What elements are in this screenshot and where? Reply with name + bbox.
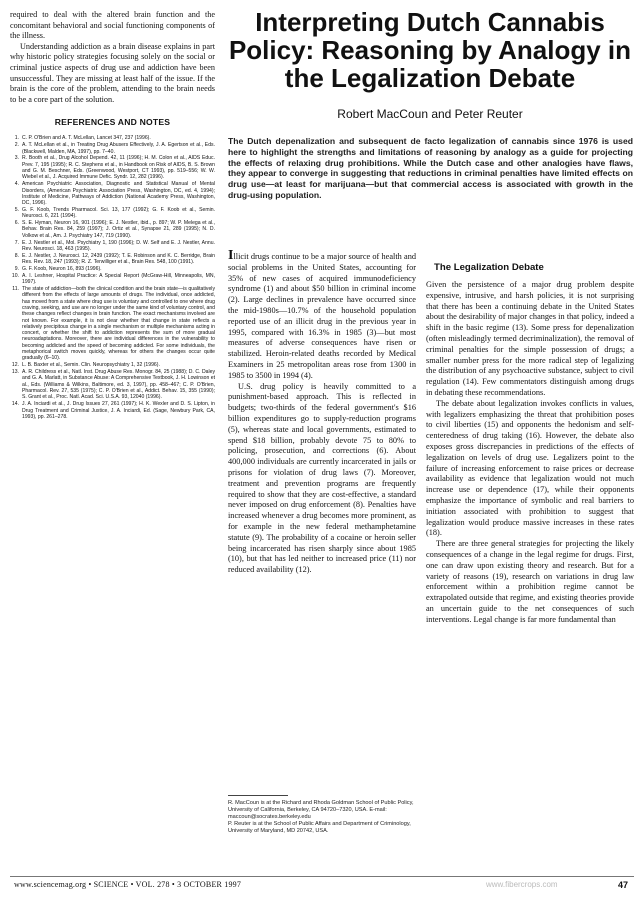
left-intro-text: [10, 10, 215, 105]
footer-divider: [10, 876, 634, 877]
article-authors: Robert MacCoun and Peter Reuter: [337, 107, 523, 121]
reference-text: American Psychiatric Association, Diagnostic and Statistical Manual of Mental Disorders, (American Psychiatric Association Press, Washington, DC, ed. 4, 1994); Institute of Medicine, Pathways of Addiction (National Academy Press, Washington, DC, 1996).: [22, 181, 215, 207]
reference-item: [10, 253, 215, 266]
reference-text: E. J. Nestler, J. Neurosci. 12, 2439 (1992); T. E. Robinson and K. C. Berridge, Brain Res. Rev. 18, 247 (1993); R. Z. Terwilliger et al., Brain Res. 548, 100 (1991).: [22, 252, 215, 266]
body-paragraph-2: U.S. drug policy is heavily committed to a punishment-based approach. This is reflected in budgets; two-thirds of the federal government's $16 billion expenditures go to supply-reduction programs (5), whereas state and local governments, estimated to spend $18 billion, probably devote 75 to 80% to policing, prosecution, and corrections (6). About 400,000 individuals are currently incarcerated in jails or prisons for violation of drug laws (7). Moreover, treatment and prevention programs are frequently required to show that they are cost-effective, a standard never imposed on drug enforcement (8). Penalties have increased whenever a drug becomes more prominent, as for example in the new federal methamphetamine statute (9). The probability of a cocaine or heroin seller being incarcerated has risen sharply since about 1985 (10), but that has led neither to increased price (11) nor reduced availability (12).: [228, 381, 416, 575]
reference-text: G. F. Koob, Neuron 16, 893 (1996).: [22, 266, 102, 273]
reference-item: [10, 273, 215, 286]
author-affiliations: R. MacCoun is at the Richard and Rhoda Goldman School of Public Policy, University of California, Berkeley, CA 94720–7320, USA. E-mail: maccoun@socrates.berkeley.edu P. Reuter is at the School of Public Affairs and Department of Criminology, University of Maryland, MD 20742, USA.: [228, 800, 414, 834]
page-number: 47: [618, 880, 629, 890]
reference-text: C. P. O'Brien and A. T. McLellan, Lancet 347, 237 (1996).: [22, 135, 151, 142]
reference-number: 2.: [14, 142, 19, 149]
reference-text: A. R. Childress et al., Natl. Inst. Drug Abuse Res. Monogr. 84, 25 (1988); D. C. Daley and G. A. Marlatt, in Substance Abuse: A Comprehensive Textbook, J. H. Lowinson et al., Eds. (Williams & Wilkins, Baltimore, ed. 3, 1997), pp. 458–467; C. P. O'Brien, Pharmacol. Rev. 27, 535 (1975); C. P. O'Brien et al., Addict. Behav. 15, 355 (1990); S. Grant et al., Proc. Natl. Acad. Sci. U.S.A. 93, 12040 (1996).: [22, 369, 215, 401]
reference-item: [10, 240, 215, 253]
reference-number: 11.: [12, 286, 19, 293]
left-column: [10, 10, 215, 421]
article-abstract: The Dutch depenalization and subsequent de facto legalization of cannabis since 1976 is used here to highlight the strengths and limitations of reasoning by analogy as a guide for projecting the effects of relaxing drug prohibitions. While the Dutch case and other analogies have flaws, they appear to converge in suggesting that reductions in criminal penalties have limited effects on drug use—at least for marijuana—but that commercial access is associated with growth in the drug-using population.: [228, 136, 633, 200]
reference-item: [10, 142, 215, 155]
reference-text: J. A. Inciardi et al., J. Drug Issues 27, 261 (1997); H. K. Wexler and D. S. Lipton, in Drug Treatment and Criminal Justice, J. A. Inciardi, Ed. (Sage, Newbury Park, CA, 1993), pp. 261–278.: [22, 401, 215, 420]
middle-column: [228, 248, 416, 576]
reference-item: [10, 181, 215, 206]
reference-text: E. J. Nestler et al., Mol. Psychiatry 1, 190 (1996); D. W. Self and E. J. Nestler, Annu. Rev. Neurosci. 18, 463 (1995).: [22, 239, 215, 252]
page-footer: www.sciencemag.org • SCIENCE • VOL. 278 • 3 OCTOBER 1997: [14, 880, 242, 889]
reference-item: [10, 369, 215, 400]
body-paragraph-1-text: llicit drugs continue to be a major source of health and social problems in the United States, accounting for 35% of new cases of acquired immunodeficiency syndrome (1) and about $50 billion in criminal income (2). Large declines in prevalence have occurred since the mid-1980s—10.7% of the household population reported use of an illicit drug in the previous year in 1995, compared with 16.3% in 1985 (3)—but most measures of adverse consequences have risen or stabilized. Heroin-related deaths recorded by Medical Examiners in 25 metropolitan areas rose from 1300 in 1985 to 3500 in 1994 (4).: [228, 252, 416, 380]
reference-number: 13.: [11, 369, 19, 376]
reference-number: 3.: [14, 155, 19, 162]
reference-number: 7.: [14, 239, 19, 246]
reference-number: 5.: [14, 206, 19, 213]
reference-text: L. B. Baxter et al., Semin. Clin. Neuropsychiatry 1, 32 (1996).: [22, 362, 160, 369]
reference-number: 8.: [14, 252, 19, 259]
reference-text: A. I. Leshner, Hospital Practice: A Special Report (McGraw-Hill, Minneapolis, MN, 1997).: [22, 272, 215, 286]
body-paragraph-1: [228, 248, 416, 382]
right-paragraph-2: The debate about legalization invokes conflicts in values, with legalizers emphasizing the threat that prohibition poses to civil liberties (15) and opponents the hedonism and self-centeredness of drug taking (16). However, the debate also exposes gross discrepancies in predictions of the effects of legalization on levels of drug use. Legalizers point to the failure of increasing enforcement to raise prices or decrease availability as evidence that legalization would not much increase use or dependence (17), while their opponents emphasize the importance of symbolic and real barriers to initiation associated with prohibition to suggest that legalization would produce massive increases in these rates (18).: [426, 398, 634, 538]
reference-item: [10, 220, 215, 239]
reference-number: 4.: [14, 181, 19, 188]
reference-text: S. E. Hyman, Neuron 16, 901 (1996); E. J. Nestler, ibid., p. 897; W. P. Melega et al., Behav. Brain Res. 84, 259 (1997); J. Ortiz et al., Synapse 21, 289 (1995); N. D. Volkow et al., Am. J. Psychiatry 147, 719 (1990).: [22, 220, 215, 239]
reference-item: [10, 362, 215, 368]
reference-text: The state of addiction—both the clinical condition and the brain state—is qualitatively different from the effects of large amounts of drugs. The individual, once addicted, has moved from a state where drug use is voluntary and controlled to one where drug craving, seeking, and use are no longer under the same kind of voluntary control, and these changes reflect changes in brain function. The exact mechanisms involved are not known. For example, it is not clear whether that change in state reflects a relatively precipitous change in a single mechanism or multiple mechanisms acting in concert, or whether the shift to addiction represents the sum of more gradual neuroadaptations. Moreover, there are individual differences in the vulnerability to becoming addicted and the speed of becoming addicted. For some individuals, the metaphorical switch moves quickly, whereas for others the changes occur quite gradually (6–10).: [22, 286, 215, 362]
right-paragraph-3: There are three general strategies for projecting the likely consequences of a change in the legal regime for drugs. First, one can draw upon existing theory and research. But for a variety of reasons (19), research on variations in drug law enforcement within a prohibition regime cannot be extrapolated outside that regime, and existing theories provide an uncertain guide to the net consequences of such interventions. Legal change is far more fundamental than: [426, 539, 634, 624]
right-paragraph-1: Given the persistence of a major drug problem despite expensive, intrusive, and harsh policies, it is not surprising that there has been a continuing debate in the United States about the desirability of major changes in that policy, indeed a shift in the basic regime (13). Some press for depenalization (often misleadingly termed decriminalization), the removal of criminal penalties for the simple possession of drugs; a smaller number press for the more radical step of legalizing the distribution of any psychoactive substance, subject to civil regulation (14). Few commentators distinguish among drugs in debating these recommendations.: [426, 280, 634, 397]
article-title: Interpreting Dutch Cannabis Policy: Reasoning by Analogy in the Legalization Debate: [228, 7, 632, 93]
watermark-text: www.fibercrops.com: [486, 880, 558, 889]
reference-text: G. F. Koob, Trends Pharmacol. Sci. 13, 177 (1992); G. F. Koob et al., Semin. Neurosci. 6, 221 (1994).: [22, 206, 215, 220]
reference-item: [10, 207, 215, 220]
reference-number: 9.: [14, 266, 19, 273]
references-heading: REFERENCES AND NOTES: [54, 117, 171, 128]
left-intro-paragraph-2: Understanding addiction as a brain disease explains in part why historic policy strategies focusing solely on the social or criminal justice aspects of drug use and addiction have been unsuccessful. They are missing at least half of the issue. If the brain is the core of the problem, attending to the brain needs to be a core part of the solution.: [10, 41, 215, 104]
reference-item: [10, 401, 215, 420]
right-column: [426, 262, 634, 626]
reference-item: [10, 155, 215, 180]
reference-number: 1.: [14, 135, 19, 142]
footnote-divider: [228, 795, 288, 796]
reference-item: [10, 286, 215, 362]
reference-item: [10, 135, 215, 141]
reference-number: 6.: [14, 220, 19, 227]
reference-number: 14.: [11, 401, 19, 408]
section-heading: The Legalization Debate: [434, 262, 544, 273]
left-intro-paragraph-1: required to deal with the altered brain function and the concomitant behavioral and social functioning components of the illness.: [10, 10, 215, 41]
reference-number: 10.: [11, 272, 19, 279]
reference-text: A. T. McLellan et al., in Treating Drug Abusers Effectively, J. A. Egertson et al., Eds. (Blackwell, Malden, MA, 1997), pp. 7–40.: [22, 142, 215, 155]
reference-number: 12.: [11, 362, 19, 369]
reference-text: R. Booth et al., Drug Alcohol Depend. 42, 11 (1996); H. M. Colon et al., AIDS Educ. Prev. 7, 195 (1995); R. C. Stephens et al., in Handbook on Risk of AIDS, B. S. Brown and G. M. Beschner, Eds. (Greenwood, Westport, CT 1993), pp. 519–556; W. W. Wiebel et al., J. Acquired Immune Defic. Syndr. 12, 282 (1996).: [22, 155, 215, 181]
reference-item: [10, 266, 215, 272]
references-list: [10, 135, 215, 420]
drop-cap: I: [228, 248, 234, 263]
